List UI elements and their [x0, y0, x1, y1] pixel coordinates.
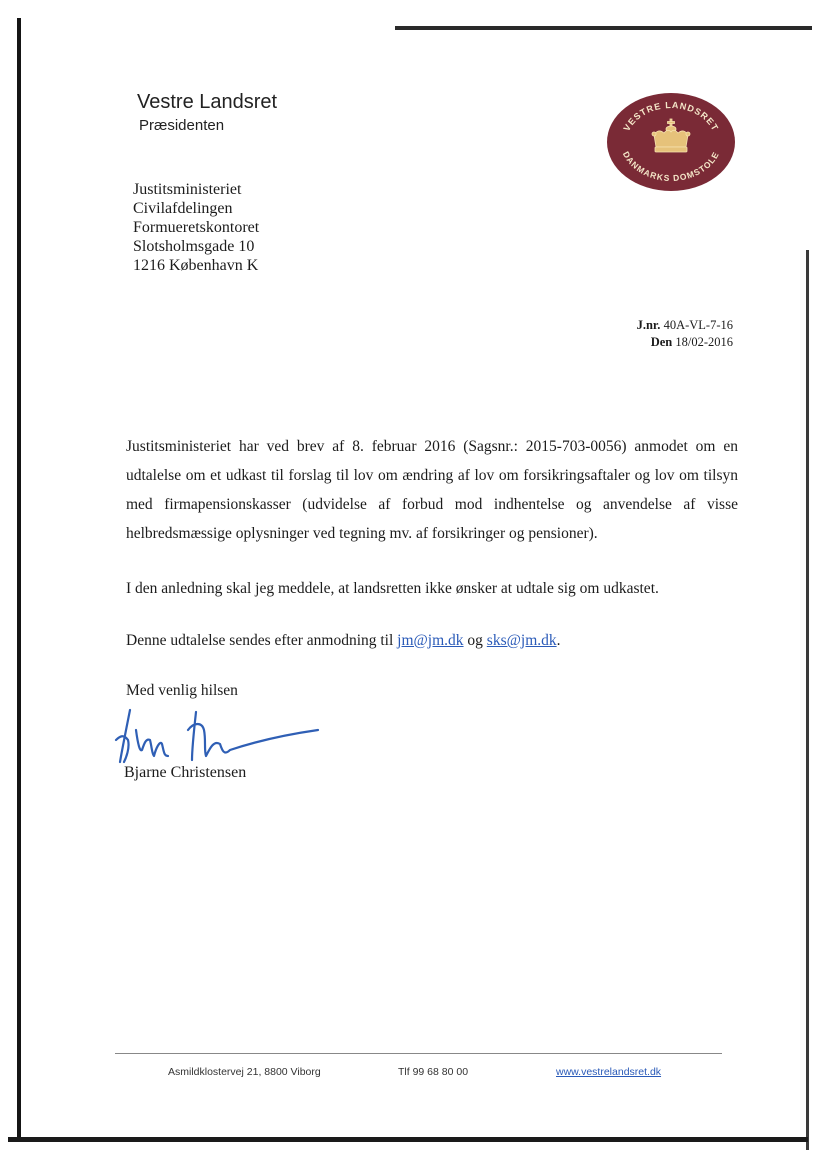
footer-address: Asmildklostervej 21, 8800 Viborg	[168, 1066, 321, 1078]
body-paragraph-3	[126, 626, 738, 655]
recipient-line: 1216 København K	[133, 257, 259, 274]
scan-edge-left	[17, 18, 21, 1138]
date-value: 18/02-2016	[675, 335, 733, 349]
footer-phone: Tlf 99 68 80 00	[398, 1066, 469, 1078]
signer-name: Bjarne Christensen	[124, 764, 247, 781]
email-link-jm[interactable]: jm@jm.dk	[397, 632, 464, 649]
scan-edge-right	[806, 250, 809, 1150]
seal-top-text: VESTRE LANDSRET	[621, 99, 721, 133]
footer-divider	[115, 1053, 722, 1054]
reference-block	[560, 317, 733, 351]
paragraph-3-suffix: .	[556, 632, 561, 649]
closing-greeting: Med venlig hilsen	[126, 682, 238, 699]
paragraph-3-prefix: Denne udtalelse sendes efter anmodning til	[126, 632, 394, 649]
body-paragraph-2: I den anledning skal jeg meddele, at landsretten ikke ønsker at udtale sig om udkastet.	[126, 580, 659, 597]
court-name: Vestre Landsret	[137, 91, 278, 113]
body-paragraph-1: Justitsministeriet har ved brev af 8. februar 2016 (Sagsnr.: 2015-703-0056) anmodet om en udtalelse om et udkast til forslag til lov om ændring af lov om forsikringsaftaler og lov om tilsyn med firmapensionskasser (udvidelse af forbud mod indhentelse og anvendelse af visse helbredsmæssige oplysninger ved tegning mv. af forsikringer og pensioner).	[126, 438, 738, 542]
jnr-value: 40A-VL-7-16	[663, 318, 733, 332]
court-office: Præsidenten	[139, 117, 225, 134]
court-seal-icon	[606, 92, 736, 192]
paragraph-3-mid: og	[467, 632, 483, 649]
seal-bottom-text: DANMARKS DOMSTOLE	[620, 149, 722, 184]
date-label: Den	[650, 335, 673, 349]
recipient-line: Slotsholmsgade 10	[133, 238, 255, 255]
scan-edge-top	[395, 26, 812, 30]
footer-website-link[interactable]: www.vestrelandsret.dk	[556, 1066, 662, 1078]
recipient-address	[133, 180, 259, 275]
recipient-line: Formueretskontoret	[133, 219, 260, 236]
jnr-label: J.nr.	[636, 318, 661, 332]
email-link-sks[interactable]: sks@jm.dk	[486, 632, 557, 649]
scan-edge-bottom	[8, 1137, 808, 1142]
recipient-line: Civilafdelingen	[133, 200, 233, 217]
recipient-line: Justitsministeriet	[133, 181, 242, 198]
